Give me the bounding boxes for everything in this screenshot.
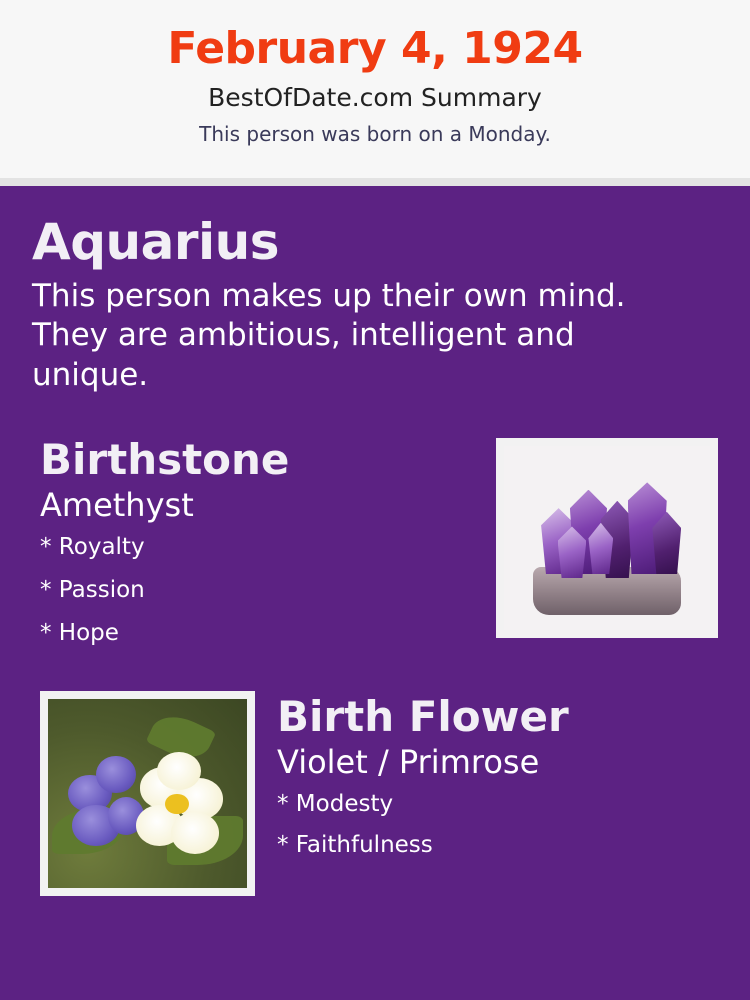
birthstone-traits — [40, 536, 289, 645]
birth-flower-section — [32, 691, 718, 896]
birthstone-photo-frame — [496, 438, 718, 638]
birth-flower-name: Violet / Primrose — [277, 743, 540, 782]
zodiac-sign-title: Aquarius — [32, 213, 279, 271]
zodiac-description: This person makes up their own mind. They are ambitious, intelligent and unique. — [32, 277, 626, 393]
birthstone-section — [32, 434, 718, 665]
flower-icon — [48, 699, 247, 888]
card-header — [0, 0, 750, 178]
birthstone-heading: Birthstone — [40, 434, 290, 484]
list-item: * Hope — [40, 620, 119, 646]
list-item: * Royalty — [40, 534, 145, 560]
birthstone-text — [32, 434, 290, 665]
birth-flower-traits — [277, 793, 569, 857]
header-divider — [0, 178, 750, 186]
list-item: * Passion — [40, 577, 145, 603]
birth-flower-photo-frame — [40, 691, 255, 896]
birthstone-name: Amethyst — [40, 485, 194, 524]
content-panel — [0, 186, 750, 1000]
list-item: * Faithfulness — [277, 832, 433, 859]
list-item: * Modesty — [277, 791, 394, 818]
site-subtitle: BestOfDate.com Summary — [208, 82, 542, 112]
birth-flower-heading: Birth Flower — [277, 692, 569, 741]
birth-flower-text — [255, 691, 569, 875]
page-title: February 4, 1924 — [167, 23, 583, 74]
birth-day-note: This person was born on a Monday. — [199, 121, 551, 146]
amethyst-icon — [504, 446, 710, 630]
